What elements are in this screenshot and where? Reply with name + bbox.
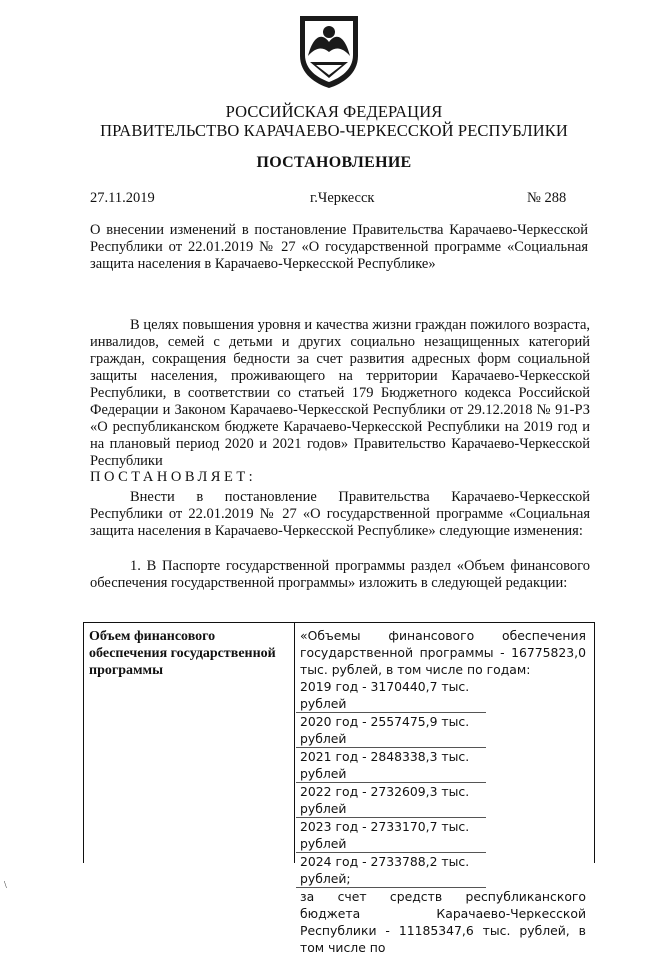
document-date: 27.11.2019 xyxy=(90,190,155,206)
document-city: г.Черкесск xyxy=(310,190,375,206)
amendment-paragraph: Внести в постановление Правительства Карачаево-Черкесской Республики от 22.01.2019 № 27 «О государственной программе «Социальная защита населения в Карачаево-Черкесской Республике» следующие изменения: xyxy=(90,489,590,539)
funding-table xyxy=(83,622,595,955)
funding-table-left-cell xyxy=(84,623,295,863)
funding-intro: «Объемы финансового обеспечения государственной программы - 16775823,0 тыс. рублей, в том числе по годам: xyxy=(300,628,586,677)
scan-mark: \ xyxy=(4,880,7,891)
funding-table-header: Объем финансового обеспечения государственной программы xyxy=(89,629,276,678)
funding-year-row: 2022 год - 2732609,3 тыс. рублей xyxy=(296,783,486,818)
funding-table-right-cell xyxy=(296,623,592,955)
government-heading: ПРАВИТЕЛЬСТВО КАРАЧАЕВО-ЧЕРКЕССКОЙ РЕСПУБЛИКИ xyxy=(100,121,568,140)
funding-year-row: 2021 год - 2848338,3 тыс. рублей xyxy=(296,748,486,783)
funding-year-row: 2023 год - 2733170,7 тыс. рублей xyxy=(296,818,486,853)
country-heading: РОССИЙСКАЯ ФЕДЕРАЦИЯ xyxy=(225,102,443,121)
document-title: ПОСТАНОВЛЕНИЕ xyxy=(256,154,412,171)
preamble-paragraph: В целях повышения уровня и качества жизни граждан пожилого возраста, инвалидов, семей с детьми и других социально незащищенных категорий граждан, сокращения бедности за счет развития адресных форм социальной защиты населения, проживающего на территории Карачаево-Черкесской Республики, в соответствии со статьей 179 Бюджетного кодекса Российской Федерации и Законом Карачаево-Черкесской Республики от 29.12.2018 № 91-РЗ «О республиканском бюджете Карачаево-Черкесской Республики на 2019 год и на плановый период 2020 и 2021 годов» Правительство Карачаево-Черкесской Республики xyxy=(90,317,590,469)
document-subject: О внесении изменений в постановление Правительства Карачаево-Черкесской Республики от 22.01.2019 № 27 «О государственной программе «Социальная защита населения в Карачаево-Черкесской Республике» xyxy=(90,222,588,272)
paragraph-1: 1. В Паспорте государственной программы раздел «Объем финансового обеспечения государственной программы» изложить в следующей редакции: xyxy=(90,558,590,591)
karachay-cherkess-emblem-icon xyxy=(296,12,362,90)
funding-year-row: 2024 год - 2733788,2 тыс. рублей; xyxy=(296,853,486,888)
decree-word: ПОСТАНОВЛЯЕТ: xyxy=(90,469,257,485)
document-number: № 288 xyxy=(527,190,567,206)
funding-year-row: 2019 год - 3170440,7 тыс. рублей xyxy=(296,678,486,713)
funding-year-row: 2020 год - 2557475,9 тыс. рублей xyxy=(296,713,486,748)
funding-regional-budget: за счет средств республиканского бюджета Карачаево-Черкесской Республики - 11185347,6 тыс. рублей, в том числе по xyxy=(300,889,586,955)
